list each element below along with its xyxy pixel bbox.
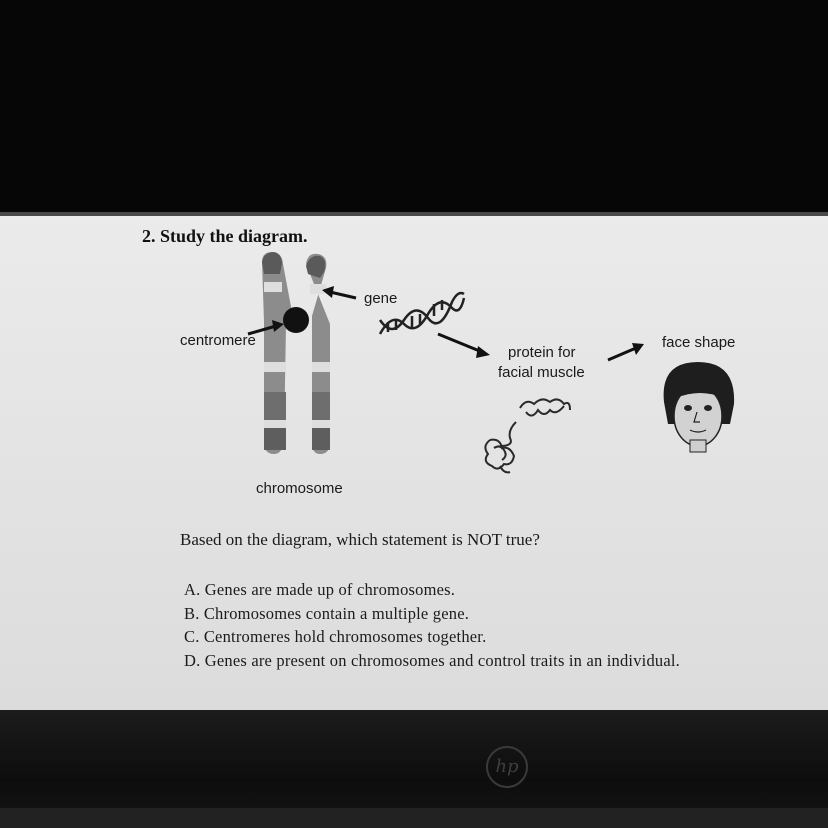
answer-choices [184, 578, 680, 672]
diagram [0, 212, 828, 512]
chromosome-label: chromosome [256, 480, 343, 497]
centromere-label: centromere [180, 332, 256, 349]
face-illustration [664, 362, 734, 452]
chromosome-illustration [262, 252, 330, 454]
choice-d[interactable]: D. Genes are present on chromosomes and control traits in an individual. [184, 650, 680, 670]
protein-label-line1: protein for [508, 344, 576, 361]
monitor-top-bezel [0, 0, 828, 212]
question-prompt: Based on the diagram, which statement is NOT true? [180, 530, 540, 549]
choice-c[interactable]: C. Centromeres hold chromosomes together. [184, 627, 487, 646]
protein-label-line2: facial muscle [498, 364, 585, 381]
choice-a[interactable]: A. Genes are made up of chromosomes. [184, 580, 456, 599]
choice-b[interactable]: B. Chromosomes contain a multiple gene. [184, 603, 470, 623]
face-shape-label: face shape [662, 334, 736, 351]
gene-label: gene [364, 290, 398, 307]
question-heading: 2. Study the diagram. [142, 226, 308, 246]
protein-illustration [485, 399, 570, 472]
monitor-base-strip [0, 808, 828, 828]
hp-logo: hp [486, 746, 528, 788]
